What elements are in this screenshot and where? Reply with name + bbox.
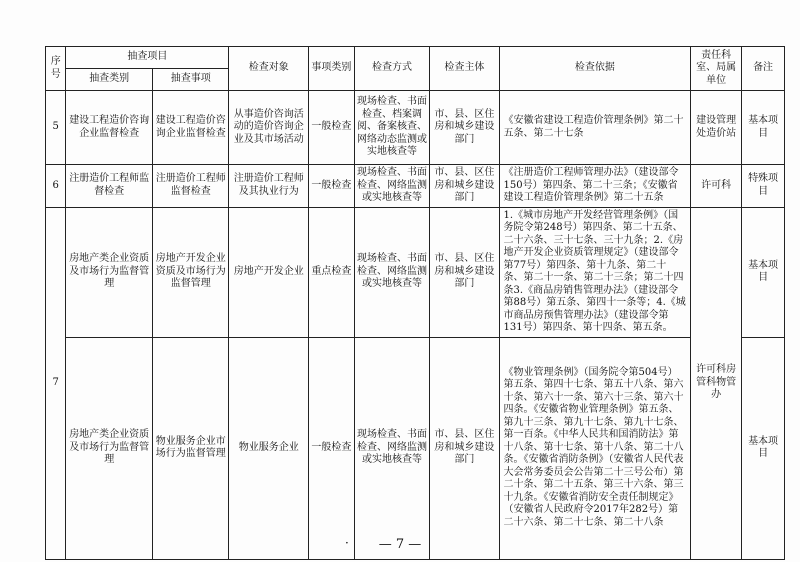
- header-target: 检查对象: [229, 47, 309, 91]
- row-unit: 建设管理处造价站: [691, 91, 742, 165]
- row-category: 注册造价工程师监督检查: [66, 165, 153, 208]
- row-category: 房地产类企业资质及市场行为监督管理: [66, 337, 153, 559]
- row-category: 房地产类企业资质及市场行为监督管理: [66, 207, 153, 337]
- row-target: 注册造价工程师及其执业行为: [229, 165, 309, 208]
- row-type: 一般检查: [308, 165, 354, 208]
- row-remark: 基本项目: [742, 207, 785, 337]
- row-unit: 许可科: [691, 165, 742, 208]
- row-seq: 6: [46, 165, 66, 208]
- row-method: 现场检查、书面检查、网络监测或实地核查等: [354, 337, 429, 559]
- row-item: 物业服务企业市场行为监督管理: [153, 337, 229, 559]
- row-type: 重点检查: [308, 207, 354, 337]
- header-item-type: 事项类别: [308, 47, 354, 91]
- row-item: 建设工程造价咨询企业监督检查: [153, 91, 229, 165]
- row-subject: 市、县、区住房和城乡建设部门: [430, 337, 499, 559]
- row-method: 现场检查、书面检查、档案调阅、备案核查、网络动态监测或实地核查等: [354, 91, 429, 165]
- row-seq: 7: [46, 207, 66, 559]
- row-method: 现场检查、书面检查、网络监测或实地核查等: [354, 207, 429, 337]
- row-target: 房地产开发企业: [229, 207, 309, 337]
- row-type: 一般检查: [308, 337, 354, 559]
- table-row: [46, 165, 785, 208]
- row-subject: 市、县、区住房和城乡建设部门: [430, 91, 499, 165]
- page-number: — 7 —: [378, 537, 422, 552]
- row-method: 现场检查、书面检查、网络监测或实地核查等: [354, 165, 429, 208]
- row-category: 建设工程造价咨询企业监督检查: [66, 91, 153, 165]
- row-target: 物业服务企业: [229, 337, 309, 559]
- row-remark: 基本项目: [742, 337, 785, 559]
- header-spot-item: 抽查事项: [153, 69, 229, 91]
- header-remark: 备注: [742, 47, 785, 91]
- row-type: 一般检查: [308, 91, 354, 165]
- header-unit: 责任科室、局属单位: [691, 47, 742, 91]
- header-method: 检查方式: [354, 47, 429, 91]
- row-subject: 市、县、区住房和城乡建设部门: [430, 165, 499, 208]
- footer-dot: ·: [345, 536, 349, 550]
- header-spot-group: 抽查项目: [66, 47, 229, 69]
- row-basis: 1.《城市房地产开发经营管理条例》（国务院令第248号）第四条、第二十五条、二十六条、三十七条、三十九条；2.《房地产开发企业资质管理规定》（建设部令第77号）第四条、第十九条、第二十条、第二十一条、第二十三条；第二十四条3.《商品房销售管理办法》（建设部令第88号）第五条、第四十一条等；4.《城市商品房预售管理办法》（建设部令第131号）第四条、第十四条、第五条。: [499, 207, 691, 337]
- row-target: 从事造价咨询活动的造价咨询企业及其市场活动: [229, 91, 309, 165]
- row-remark: 特殊项目: [742, 165, 785, 208]
- table-row: [46, 91, 785, 165]
- table-row: [46, 207, 785, 337]
- header-basis: 检查依据: [499, 47, 691, 91]
- row-item: 房地产开发企业资质及市场行为监督管理: [153, 207, 229, 337]
- row-basis: 《物业管理条例》（国务院令第504号）第五条、第四十七条、第五十八条、第六十条、第六十一条、第六十三条、第六十四条。《安徽省物业管理条例》第五条、第九十三条、第九十七条、第九十七条、第一百条。《中华人民共和国消防法》第十八条、第十七条、第十八条、第二十八条。《安徽省消防条例》（安徽省人民代表大会常务委员会公告第二十三号公布）第二十条、第二十五条、第三十六条、第三十九条。《安徽省消防安全责任制规定》（安徽省人民政府令2017年282号）第二十六条、第二十七条、第二十八条: [499, 337, 691, 559]
- row-basis: 《安徽省建设工程造价管理条例》第二十五条、第二十七条: [499, 91, 691, 165]
- row-subject: 市、县、区住房和城乡建设部门: [430, 207, 499, 337]
- header-seq: 序号: [46, 47, 66, 91]
- header-spot-category: 抽查类别: [66, 69, 153, 91]
- row-seq: 5: [46, 91, 66, 165]
- row-remark: 基本项目: [742, 91, 785, 165]
- table-row: [46, 337, 785, 559]
- row-basis: 《注册造价工程师管理办法》（建设部令150号）第四条、第二十三条；《安徽省建设工程造价管理条例》第二十五条: [499, 165, 691, 208]
- row-item: 注册造价工程师监督检查: [153, 165, 229, 208]
- row-unit: 许可科房管科物管办: [691, 207, 742, 559]
- inspection-table: [45, 46, 785, 560]
- header-subject: 检查主体: [430, 47, 499, 91]
